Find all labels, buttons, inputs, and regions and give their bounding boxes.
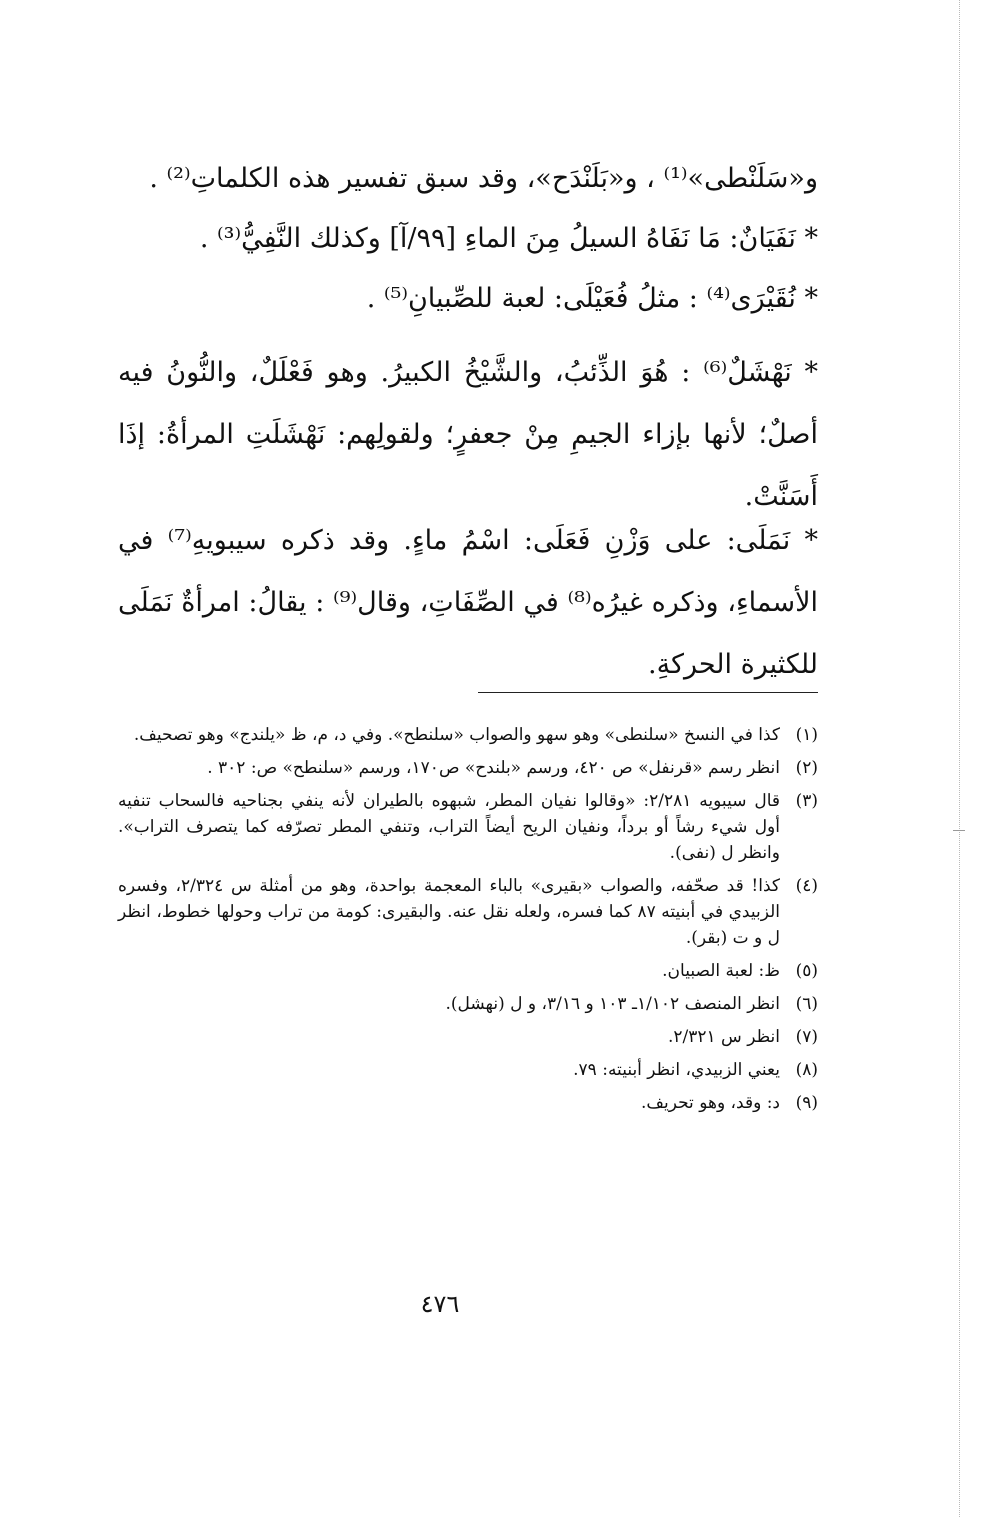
footnote-divider: [478, 692, 818, 693]
footnote-2: [118, 755, 818, 781]
footnote-text: انظر المنصف ١/١٠٢ـ ١٠٣ و ٣/١٦، و ل (نهشل).: [445, 994, 780, 1014]
footnote-number: (٥): [795, 961, 818, 981]
footnotes-section: [118, 722, 818, 1123]
page-edge-line: [959, 0, 960, 1517]
main-paragraph-nahshal: [118, 342, 818, 528]
footnote-text: انظر س ٢/٣٢١.: [667, 1027, 780, 1047]
main-line-1: [118, 148, 818, 210]
footnote-number: (١): [795, 725, 818, 745]
footnote-number: (٩): [795, 1093, 818, 1113]
footnote-text: ظ: لعبة الصبيان.: [662, 961, 780, 981]
main-paragraph-namala: [118, 510, 818, 696]
footnote-number: (٦): [795, 994, 818, 1014]
footnote-number: (٧): [795, 1027, 818, 1047]
footnote-4: [118, 873, 818, 951]
footnote-8: [118, 1057, 818, 1083]
footnote-7: [118, 1024, 818, 1050]
footnote-number: (٣): [795, 791, 818, 811]
page-number: ٤٧٦: [420, 1290, 460, 1318]
main-line-1-text: و«سَلَنْطى»⁽¹⁾ ، و«بَلَنْدَح»، وقد سبق تفسير هذه الكلماتِ⁽²⁾ .: [149, 163, 818, 194]
main-paragraph-namala-text: * نَمَلَى: على وَزْنِ فَعَلَى: اسْمُ ماءٍ. وقد ذكره سيبويهِ⁽⁷⁾ في الأسماءِ، وذكره غيرُه⁽⁸⁾ في الصِّفَاتِ، وقال⁽⁹⁾ : يقالُ: امرأةٌ نَمَلَى للكثيرة الحركةِ.: [118, 525, 818, 680]
page-edge-tick: [953, 830, 965, 831]
main-line-3: [118, 268, 818, 330]
main-line-3-text: * نُقَيْرَى⁽⁴⁾ : مثلُ فُعَيْلَى: لعبة للصِّبيانِ⁽⁵⁾ .: [366, 283, 818, 314]
footnote-number: (٢): [795, 758, 818, 778]
footnote-text: كذا! قد صحّفه، والصواب «بقيرى» بالباء المعجمة بواحدة، وهو من أمثلة س ٢/٣٢٤، وفسره الزبيدي في أبنيته ٨٧ كما فسره، ولعله نقل عنه. والبقيرى: كومة من تراب وحولها خطوط، انظر ل و ت (بقر).: [118, 876, 780, 948]
footnote-number: (٤): [795, 876, 818, 896]
footnote-text: انظر رسم «قرنفل» ص ٤٢٠، ورسم «بلندح» ص١٧٠، ورسم «سلنطح» ص: ٣٠٢ .: [207, 758, 780, 778]
main-paragraph-nahshal-text: * نَهْشَلٌ⁽⁶⁾ : هُوَ الذِّئبُ، والشَّيْخُ الكبيرُ. وهو فَعْلَلٌ، والنُّونُ فيه أصلٌ؛ لأنها بإزاء الجيمِ مِنْ جعفرٍ؛ ولقولِهم: نَهْشَلَتِ المرأةُ: إذَا أَسَنَّتْ.: [118, 357, 818, 512]
footnote-3: [118, 788, 818, 866]
main-line-2: [118, 208, 818, 270]
footnote-text: قال سيبويه ٢/٢٨١: «وقالوا نفيان المطر، شبهوه بالطيران لأنه ينفي بجناحيه فالسحاب تنفيه أول شيء رشاً أو برداً، ونفيان الريح أيضاً التراب، وتنفي المطر تصرّفه كما يتصرف التراب». وانظر ل (نفى).: [118, 791, 781, 863]
footnote-text: يعني الزبيدي، انظر أبنيته: ٧٩.: [573, 1060, 780, 1080]
footnote-6: [118, 991, 818, 1017]
footnote-number: (٨): [795, 1060, 818, 1080]
footnote-text: د: وقد، وهو تحريف.: [640, 1093, 780, 1113]
footnote-9: [118, 1090, 818, 1116]
footnote-5: [118, 958, 818, 984]
footnote-text: كذا في النسخ «سلنطى» وهو سهو والصواب «سلنطح». وفي د، م، ظ «يلندج» وهو تصحيف.: [133, 725, 780, 745]
footnote-1: [118, 722, 818, 748]
main-line-2-text: * نَفَيَانٌ: مَا نَفَاهُ السيلُ مِنَ الماءِ [٩٩/آ] وكذلك النَّفِيُّ⁽³⁾ .: [199, 223, 818, 254]
